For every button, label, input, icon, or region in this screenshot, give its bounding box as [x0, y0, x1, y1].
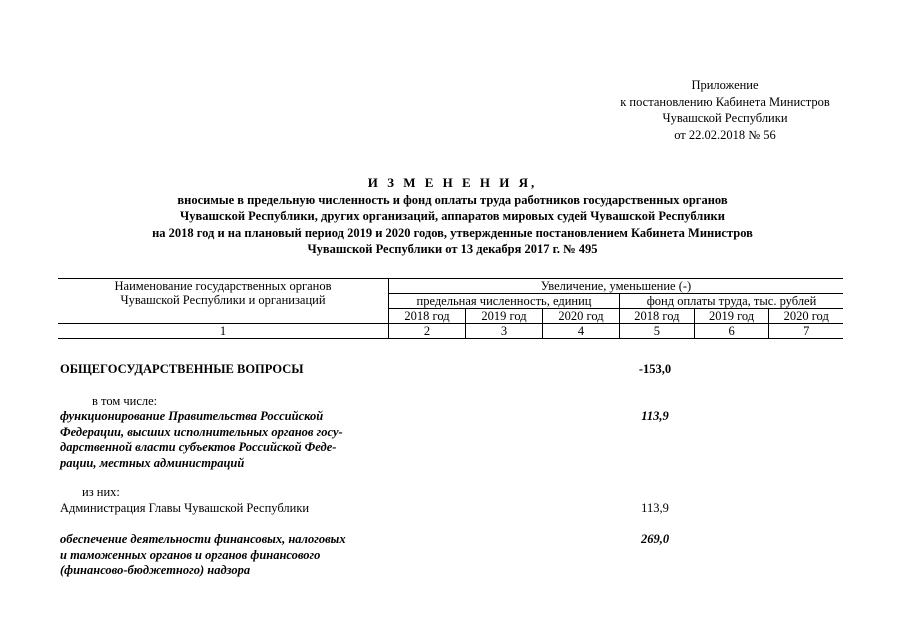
row-value: 113,9 — [641, 501, 669, 515]
row-name: ОБЩЕГОСУДАРСТВЕННЫЕ ВОПРОСЫ — [60, 362, 304, 376]
title-line: Чувашской Республики, других организаций, аппаратов мировых судей Чувашской Республики — [180, 209, 725, 223]
row-name: Администрация Главы Чувашской Республики — [60, 501, 310, 515]
col-number: 5 — [620, 324, 695, 339]
row-value: 113,9 — [641, 409, 669, 423]
year-header: 2018 год — [620, 309, 695, 324]
col-number: 4 — [543, 324, 620, 339]
row-name: обеспечение деятельности финансовых, налоговых и таможенных органов и органов финансового (финансово-бюджетного) надзора — [60, 532, 346, 577]
col-number: 3 — [466, 324, 543, 339]
title-main: И З М Е Н Е Н И Я, — [367, 175, 538, 190]
appendix-header — [560, 77, 890, 143]
change-header: Увеличение, уменьшение (-) — [389, 279, 844, 294]
year-header: 2020 год — [543, 309, 620, 324]
table-header — [58, 278, 843, 339]
appendix-line: Приложение — [691, 78, 759, 92]
year-header: 2020 год — [769, 309, 843, 324]
year-header: 2018 год — [389, 309, 466, 324]
col-number: 7 — [769, 324, 843, 339]
year-header: 2019 год — [694, 309, 769, 324]
col-number: 6 — [694, 324, 769, 339]
row-value: -153,0 — [638, 362, 672, 376]
headcount-header: предельная численность, единиц — [389, 294, 620, 309]
row-value: 269,0 — [640, 532, 670, 546]
year-header: 2019 год — [466, 309, 543, 324]
appendix-line: Чувашской Республики — [662, 111, 788, 125]
subheading: из них: — [82, 485, 120, 499]
appendix-date: от 22.02.2018 № 56 — [674, 127, 776, 142]
document-title — [40, 175, 865, 258]
payroll-header: фонд оплаты труда, тыс. рублей — [620, 294, 844, 309]
title-line: Чувашской Республики от 13 декабря 2017 г. № 495 — [307, 242, 598, 256]
appendix-line: к постановлению Кабинета Министров — [620, 94, 830, 109]
col-number: 1 — [58, 324, 389, 339]
row-name: функционирование Правительства Российской Федерации, высших исполнительных органов госу- дарственной власти субъектов Российской Феде- рации, местных администраций — [60, 409, 343, 470]
title-line: вносимые в предельную численность и фонд оплаты труда работников государственных органов — [177, 192, 728, 207]
name-column-header: Наименование государственных органов Чувашской Республики и организаций — [58, 279, 389, 324]
subheading: в том числе: — [92, 394, 158, 408]
title-line: на 2018 год и на плановый период 2019 и 2020 годов, утвержденные постановлением Кабинета Министров — [152, 225, 753, 240]
col-number: 2 — [389, 324, 466, 339]
